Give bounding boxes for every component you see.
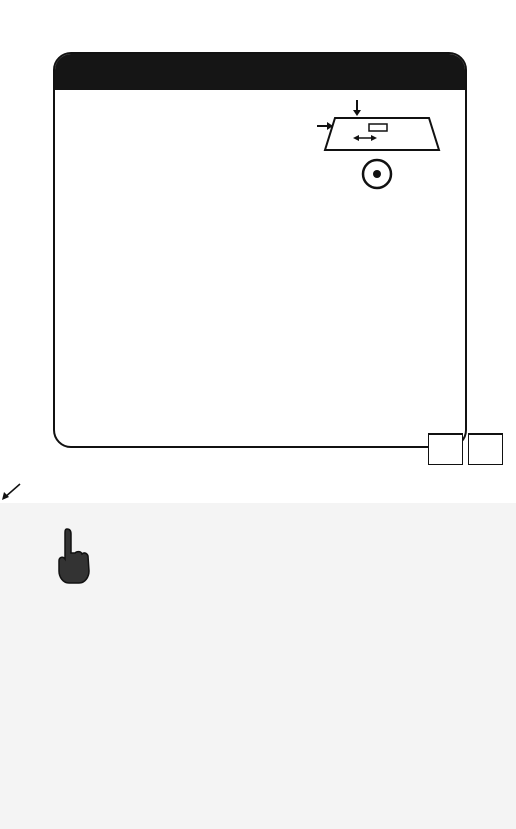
peel-arrow-icon	[0, 482, 22, 502]
windscreen-diagram-icon	[317, 100, 441, 192]
hand-pointer-icon	[55, 527, 91, 587]
dez-year	[429, 434, 462, 435]
dez-box-b	[468, 433, 503, 465]
dez-year	[469, 434, 502, 435]
banner	[55, 54, 465, 90]
instruction-panel	[53, 52, 467, 448]
dez-box-a	[428, 433, 463, 465]
counterfoil	[0, 503, 516, 829]
barcode	[112, 725, 412, 785]
